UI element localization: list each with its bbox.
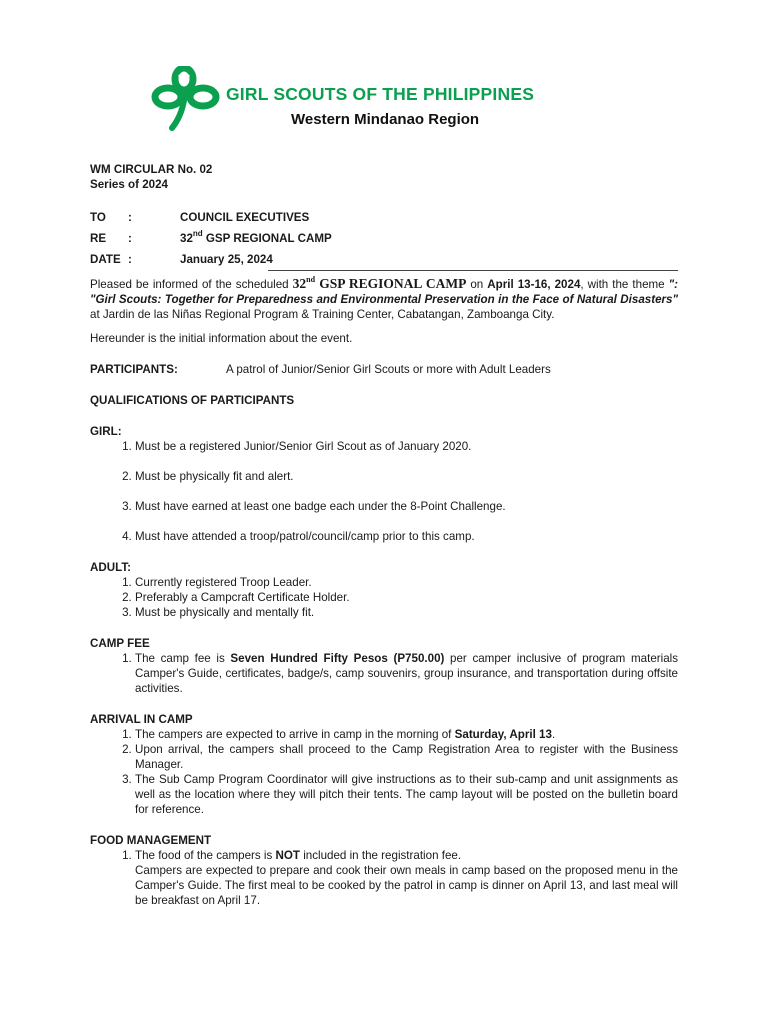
- list-item: 2. Must be physically fit and alert.: [135, 469, 678, 484]
- camp-fee-amount: Seven Hundred Fifty Pesos (P750.00): [230, 652, 445, 665]
- list-item: 3. Must have earned at least one badge each under the 8-Point Challenge.: [135, 499, 678, 514]
- arrival-date: Saturday, April 13: [454, 728, 552, 741]
- arrival-title: ARRIVAL IN CAMP: [90, 713, 193, 726]
- list-item: 4. Must have attended a troop/patrol/council/camp prior to this camp.: [135, 529, 678, 544]
- camp-fee-pre: The camp fee is: [135, 652, 231, 665]
- memo-date-key: DATE: [90, 253, 121, 266]
- food-item1-cont: Campers are expected to prepare and cook their own meals in camp based on the proposed menu in the Camper's Guide. The first meal to be cooked by the patrol in camp is dinner on April 13, and last meal will be breakfast on April 17.: [135, 864, 678, 907]
- intro-camp-name: GSP REGIONAL CAMP: [315, 276, 467, 291]
- arrival-list: [90, 727, 678, 817]
- list-item: 1. Currently registered Troop Leader.: [135, 575, 678, 590]
- food-item1-pre: The food of the campers is: [135, 849, 276, 862]
- memo-to-value: COUNCIL EXECUTIVES: [180, 211, 310, 224]
- intro-text-2: on: [466, 278, 488, 291]
- arrival-item1-post: .: [551, 728, 556, 741]
- list-item: [135, 848, 678, 908]
- memo-to-row: [90, 210, 678, 225]
- food-title: FOOD MANAGEMENT: [90, 834, 212, 847]
- intro-camp-suffix: nd: [306, 274, 316, 284]
- hereunder-text: Hereunder is the initial information about the event.: [90, 332, 353, 345]
- intro-paragraph: [90, 276, 678, 322]
- circular-series: Series of 2024: [90, 178, 168, 191]
- camp-fee-title: CAMP FEE: [90, 637, 150, 650]
- list-item: 1. Must be a registered Junior/Senior Girl Scout as of January 2020.: [135, 439, 678, 454]
- intro-text-4: at Jardin de las Niñas Regional Program & Training Center, Cabatangan, Zamboanga City.: [90, 308, 555, 321]
- food-item1-post: included in the registration fee.: [299, 849, 462, 862]
- adult-label: ADULT:: [90, 561, 131, 574]
- intro-dates: April 13-16, 2024: [487, 278, 581, 291]
- list-item: 2. Upon arrival, the campers shall proceed to the Camp Registration Area to register with the Business Manager.: [135, 742, 678, 772]
- memo-date-row: [90, 252, 678, 267]
- memo-re-suffix: nd: [192, 229, 203, 239]
- memo-re-text: GSP REGIONAL CAMP: [202, 232, 332, 245]
- camp-fee-list: [90, 651, 678, 696]
- circular-number: WM CIRCULAR No. 02: [90, 163, 213, 176]
- list-item: 2. Preferably a Campcraft Certificate Holder.: [135, 590, 678, 605]
- intro-text-1: Pleased be informed of the scheduled: [90, 278, 293, 291]
- participants-value: A patrol of Junior/Senior Girl Scouts or more with Adult Leaders: [226, 363, 551, 376]
- list-item: [135, 651, 678, 696]
- adult-qualifications-list: [90, 575, 678, 620]
- memo-re-number: 32: [180, 232, 193, 245]
- food-list: [90, 848, 678, 908]
- memo-date-colon: :: [128, 253, 132, 266]
- memo-date-value: January 25, 2024: [180, 253, 273, 266]
- participants-row: [90, 362, 678, 377]
- memo-re-colon: :: [128, 232, 132, 245]
- intro-text-3: , with the theme: [580, 278, 669, 291]
- intro-camp-title: [293, 276, 467, 291]
- memo-re-value: [180, 231, 332, 246]
- intro-theme: ": "Girl Scouts: Together for Preparedness and Environmental Preservation in the Face of Natural Disasters": [90, 278, 678, 306]
- header-divider: [268, 270, 678, 271]
- girl-qualifications-list: [90, 439, 678, 544]
- circular-body: [90, 162, 678, 908]
- region-name: Western Mindanao Region: [291, 111, 480, 128]
- memo-to-key: TO: [90, 211, 106, 224]
- qualifications-title: QUALIFICATIONS OF PARTICIPANTS: [90, 394, 295, 407]
- list-item: 3. Must be physically and mentally fit.: [135, 605, 678, 620]
- organization-name: GIRL SCOUTS OF THE PHILIPPINES: [226, 84, 535, 104]
- arrival-item1-pre: The campers are expected to arrive in camp in the morning of: [135, 728, 455, 741]
- memo-re-row: [90, 231, 678, 246]
- list-item: [135, 727, 678, 742]
- participants-label: PARTICIPANTS:: [90, 363, 178, 376]
- memo-re-key: RE: [90, 232, 107, 245]
- memo-to-colon: :: [128, 211, 132, 224]
- camp-fee-post: per camper inclusive of program materials Camper's Guide, certificates, badge/s, camp souvenirs, group insurance, and transportation during offsite activities.: [135, 652, 679, 695]
- food-not: NOT: [275, 849, 300, 862]
- gsp-trefoil-logo-icon: [150, 66, 222, 132]
- girl-label: GIRL:: [90, 425, 122, 438]
- list-item: 3. The Sub Camp Program Coordinator will give instructions as to their sub-camp and unit assignments as well as the location where they will pitch their tents. The camp layout will be posted on the bulletin board for reference.: [135, 772, 678, 817]
- intro-camp-number: 32: [292, 276, 307, 291]
